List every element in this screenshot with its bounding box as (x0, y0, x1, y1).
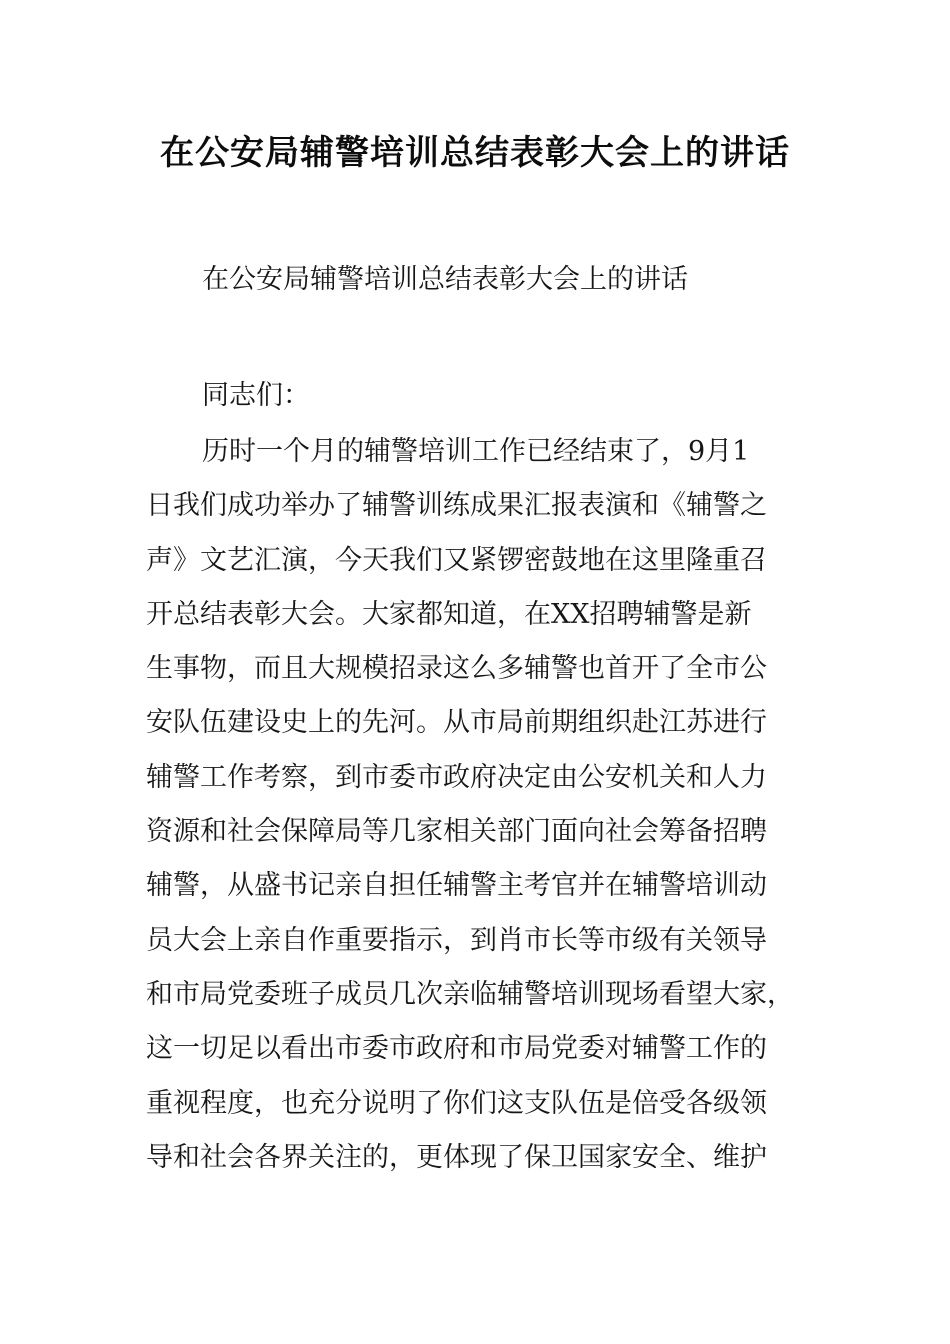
paragraph-line: 这一切足以看出市委市政府和市局党委对辅警工作的 (146, 1033, 767, 1065)
document-title: 在公安局辅警培训总结表彰大会上的讲话 (160, 133, 790, 173)
paragraph-line: 生事物，而且大规模招录这么多辅警也首开了全市公 (146, 653, 767, 685)
paragraph-line: 员大会上亲自作重要指示，到肖市长等市级有关领导 (146, 924, 767, 956)
paragraph-line: 重视程度，也充分说明了你们这支队伍是倍受各级领 (146, 1087, 767, 1119)
body-paragraph (146, 430, 836, 1190)
salutation: 同志们： (202, 380, 310, 411)
paragraph-line: 开总结表彰大会。大家都知道，在XX招聘辅警是新 (146, 598, 752, 630)
paragraph-line: 资源和社会保障局等几家相关部门面向社会筹备招聘 (146, 816, 767, 848)
paragraph-line: 历时一个月的辅警培训工作已经结束了，9月1 (202, 436, 750, 467)
paragraph-line: 和市局党委班子成员几次亲临辅警培训现场看望大家， (146, 978, 794, 1010)
paragraph-line: 声》文艺汇演，今天我们又紧锣密鼓地在这里隆重召 (146, 544, 767, 576)
paragraph-line: 安队伍建设史上的先河。从市局前期组织赴江苏进行 (146, 707, 767, 739)
paragraph-line: 辅警，从盛书记亲自担任辅警主考官并在辅警培训动 (146, 870, 767, 902)
paragraph-line: 日我们成功举办了辅警训练成果汇报表演和《辅警之 (146, 490, 767, 522)
document-subtitle: 在公安局辅警培训总结表彰大会上的讲话 (202, 264, 688, 295)
paragraph-line: 辅警工作考察，到市委市政府决定由公安机关和人力 (146, 761, 767, 793)
paragraph-line: 导和社会各界关注的，更体现了保卫国家安全、维护 (146, 1141, 767, 1173)
